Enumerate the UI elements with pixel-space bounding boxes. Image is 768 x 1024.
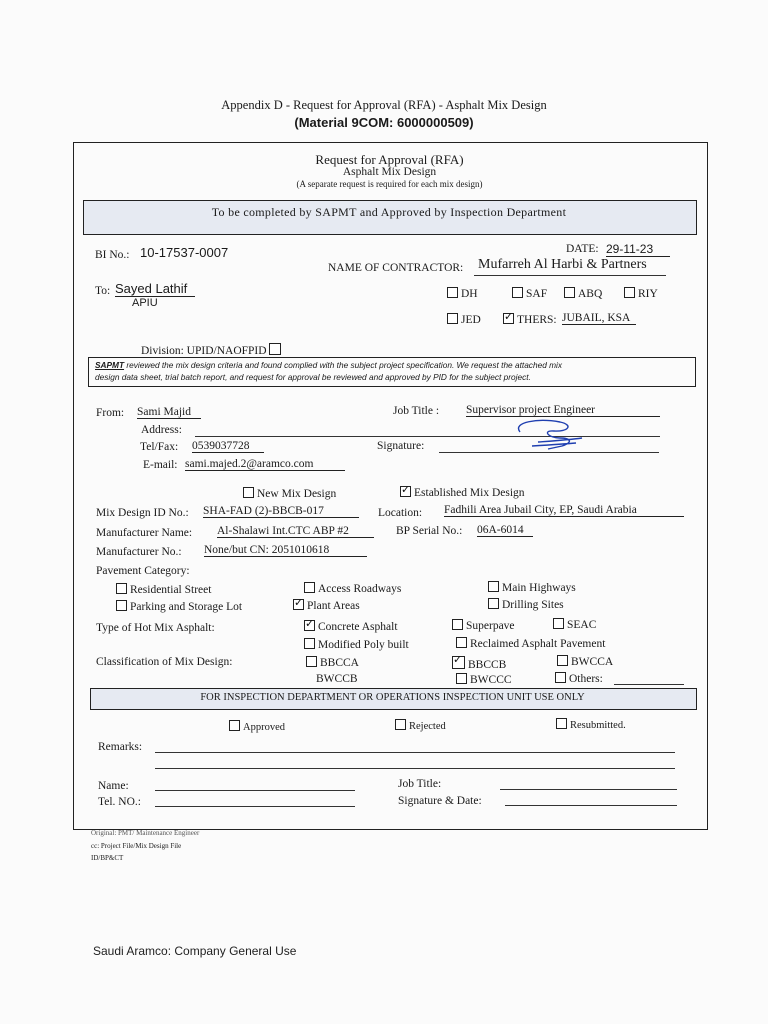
status-approved-checkbox[interactable] [229, 720, 240, 731]
pav-access-checkbox[interactable] [304, 582, 315, 593]
pavement-label: Pavement Category: [96, 565, 190, 577]
from-label: From: [96, 407, 125, 419]
footer-cc: cc: Project File/Mix Design File [91, 842, 182, 850]
signature-label: Signature: [377, 440, 425, 452]
hma-superpave-checkbox[interactable] [452, 619, 463, 630]
date-label: DATE: [566, 243, 599, 255]
tel-value[interactable]: 0539037728 [192, 440, 264, 453]
name-label: Name: [98, 780, 129, 792]
status-resubmitted-checkbox[interactable] [556, 718, 567, 729]
bp-label: BP Serial No.: [396, 525, 463, 537]
form-title: Request for Approval (RFA) [315, 152, 464, 167]
loc-saf-checkbox[interactable] [512, 287, 523, 298]
manufacturer-label: Manufacturer Name: [96, 527, 193, 539]
pav-parking[interactable]: Parking and Storage Lot [116, 600, 242, 613]
from-value[interactable]: Sami Majid [137, 406, 201, 419]
pav-plant-checkbox[interactable] [293, 599, 304, 610]
manufacturer-value[interactable]: Al-Shalawi Int.CTC ABP #2 [217, 525, 374, 538]
class-bwccc-checkbox[interactable] [456, 673, 467, 684]
address-line[interactable] [195, 436, 660, 437]
material-code: (Material 9COM: 6000000509) [294, 115, 474, 130]
mix-id-value[interactable]: SHA-FAD (2)-BBCB-017 [203, 505, 359, 518]
pav-residential[interactable]: Residential Street [116, 583, 211, 596]
established-mix-checkbox[interactable] [400, 486, 411, 497]
pav-drilling-checkbox[interactable] [488, 598, 499, 609]
location-label: Location: [378, 507, 423, 519]
sigdate-label: Signature & Date: [398, 795, 482, 807]
job-title2-label: Job Title: [398, 778, 442, 790]
class-others-checkbox[interactable] [555, 672, 566, 683]
status-approved[interactable]: Approved [229, 720, 285, 733]
date-value[interactable]: 29-11-23 [606, 242, 670, 257]
pav-highways[interactable]: Main Highways [488, 581, 576, 594]
loc-riy-checkbox[interactable] [624, 287, 635, 298]
class-bbccb-checkbox[interactable] [452, 656, 465, 669]
established-mix[interactable]: ✓ Established Mix Design [400, 486, 525, 499]
loc-jed[interactable]: JED [447, 313, 481, 326]
loc-others-value[interactable]: JUBAIL, KSA [562, 312, 636, 325]
hma-modified[interactable]: Modified Poly built [304, 638, 409, 651]
band-completion-text: To be completed by SAPMT and Approved by Inspection Department [211, 205, 567, 219]
contractor-value[interactable]: Mufarreh Al Harbi & Partners [478, 257, 647, 272]
hma-concrete[interactable]: ✓ Concrete Asphalt [304, 620, 398, 633]
loc-riy[interactable]: RIY [624, 287, 658, 300]
hma-concrete-checkbox[interactable] [304, 620, 315, 631]
class-bwccb[interactable]: BWCCB [316, 673, 358, 685]
signature-scribble [508, 416, 588, 454]
to-label: To: [95, 285, 111, 297]
to-dept: APIU [132, 297, 158, 309]
hma-seac[interactable]: SEAC [553, 618, 596, 631]
pav-access[interactable]: Access Roadways [304, 582, 401, 595]
status-rejected-checkbox[interactable] [395, 719, 406, 730]
sapmt-statement-line2: design data sheet, trial batch report, and request for approval be reviewed and approved by PID for the subject project. [95, 372, 531, 382]
loc-abq[interactable]: ABQ [564, 287, 602, 300]
new-mix-checkbox[interactable] [243, 487, 254, 498]
bi-value[interactable]: 10-17537-0007 [140, 245, 229, 260]
name-line[interactable] [155, 790, 355, 791]
loc-others-checkbox[interactable] [503, 313, 514, 324]
class-bbcca-checkbox[interactable] [306, 656, 317, 667]
email-value[interactable]: sami.majed.2@aramco.com [185, 458, 345, 471]
division-checkbox[interactable] [269, 343, 281, 355]
footer-id: ID/BP&CT [91, 854, 124, 862]
manuf-no-label: Manufacturer No.: [96, 546, 182, 558]
hma-modified-checkbox[interactable] [304, 638, 315, 649]
hma-reclaimed[interactable]: Reclaimed Asphalt Pavement [456, 637, 605, 650]
remarks-line-2[interactable] [155, 768, 675, 769]
appendix-title: Appendix D - Request for Approval (RFA) - Asphalt Mix Design [221, 98, 547, 112]
job-title-label: Job Title : [393, 405, 440, 417]
classification-footer: Saudi Aramco: Company General Use [93, 944, 297, 958]
pav-plant[interactable]: ✓ Plant Areas [293, 599, 360, 612]
mix-id-label: Mix Design ID No.: [96, 507, 189, 519]
class-others-line[interactable] [614, 684, 684, 685]
hma-seac-checkbox[interactable] [553, 618, 564, 629]
class-bwcca[interactable]: BWCCA [557, 655, 613, 668]
class-bwcca-checkbox[interactable] [557, 655, 568, 666]
job-title2-line[interactable] [500, 789, 677, 790]
division[interactable]: Division: UPID/NAOFPID [141, 343, 284, 357]
hma-label: Type of Hot Mix Asphalt: [96, 622, 215, 634]
hma-superpave[interactable]: Superpave [452, 619, 515, 632]
class-label: Classification of Mix Design: [96, 656, 233, 668]
status-resubmitted[interactable]: Resubmitted. [556, 718, 626, 731]
loc-dh[interactable]: DH [447, 287, 478, 300]
loc-jed-checkbox[interactable] [447, 313, 458, 324]
new-mix[interactable]: New Mix Design [243, 487, 336, 500]
tel-label: Tel/Fax: [140, 441, 179, 453]
footer-original: Original: PMT/ Maintenance Engineer [91, 829, 200, 837]
job-title-value[interactable]: Supervisor project Engineer [466, 404, 660, 417]
to-name[interactable]: Sayed Lathif [115, 281, 195, 297]
contractor-label: NAME OF CONTRACTOR: [328, 262, 464, 274]
loc-others[interactable]: ✓ THERS: [503, 313, 557, 326]
sapmt-statement-line1: SAPMT reviewed the mix design criteria and found complied with the subject project specification. We request the attached mix [95, 360, 563, 370]
pav-parking-checkbox[interactable] [116, 600, 127, 611]
location-value[interactable]: Fadhili Area Jubail City, EP, Saudi Arabia [444, 504, 684, 517]
loc-dh-checkbox[interactable] [447, 287, 458, 298]
address-label: Address: [141, 424, 182, 436]
email-label: E-mail: [143, 459, 178, 471]
manuf-no-value[interactable]: None/but CN: 2051010618 [204, 544, 367, 557]
remarks-label: Remarks: [98, 741, 143, 753]
class-bbcca[interactable]: BBCCA [306, 656, 359, 669]
pav-highways-checkbox[interactable] [488, 581, 499, 592]
contractor-underline [474, 275, 666, 276]
loc-abq-checkbox[interactable] [564, 287, 575, 298]
form-subtitle: Asphalt Mix Design [342, 166, 437, 178]
pav-residential-checkbox[interactable] [116, 583, 127, 594]
class-bwccc[interactable]: BWCCC [456, 673, 512, 686]
remarks-line-1[interactable] [155, 752, 675, 753]
hma-reclaimed-checkbox[interactable] [456, 637, 467, 648]
bp-value[interactable]: 06A-6014 [477, 524, 533, 537]
class-bbccb[interactable]: ✓ BBCCB [452, 656, 506, 671]
telno-label: Tel. NO.: [98, 796, 141, 808]
class-others[interactable]: Others: [555, 672, 603, 685]
bi-label: BI No.: [95, 249, 130, 261]
status-rejected[interactable]: Rejected [395, 719, 446, 732]
loc-saf[interactable]: SAF [512, 287, 547, 300]
telno-line[interactable] [155, 806, 355, 807]
sigdate-line[interactable] [505, 805, 677, 806]
band-inspection-text: FOR INSPECTION DEPARTMENT OR OPERATIONS INSPECTION UNIT USE ONLY [200, 692, 585, 703]
form-note: (A separate request is required for each mix design) [296, 179, 483, 189]
pav-drilling[interactable]: Drilling Sites [488, 598, 564, 611]
